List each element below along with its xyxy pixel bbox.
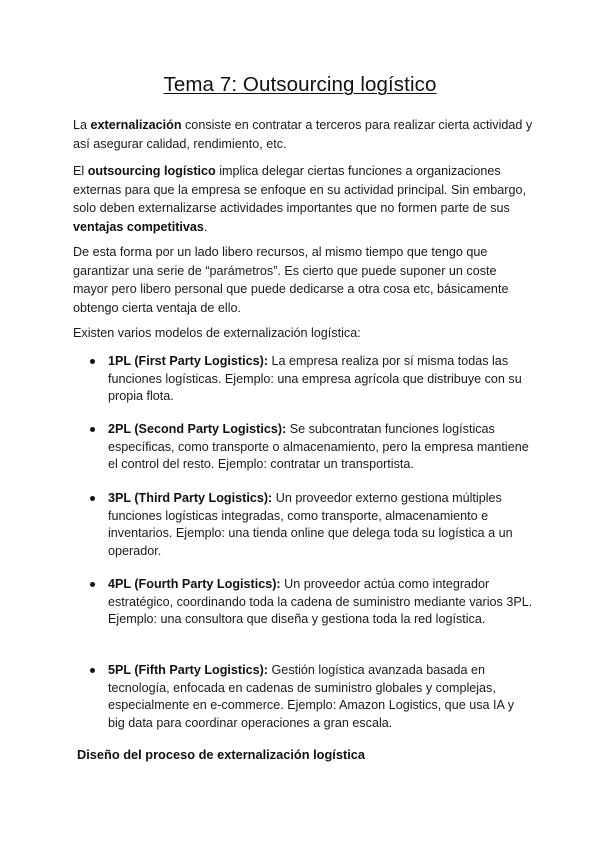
term-ventajas: ventajas competitivas <box>73 219 204 234</box>
page-title: Tema 7: Outsourcing logístico <box>163 73 437 96</box>
paragraph-modelos-intro: Existen varios modelos de externalización logística: <box>73 326 361 340</box>
list-item-5pl: 5PL (Fifth Party Logistics): Gestión logística avanzada basada en tecnología, enfocada en cadenas de suministro globales y complejas, especialmente en e-commerce. Ejemplo: Amazon Logistics, que usa IA y big data para coordinar operaciones a gran escala. <box>88 662 534 732</box>
list-item-4pl: 4PL (Fourth Party Logistics): Un proveedor actúa como integrador estratégico, coordinando toda la cadena de suministro mediante varios 3PL. Ejemplo: una consultora que diseña y gestiona toda la red logística. <box>88 576 534 629</box>
bullet-icon <box>90 359 95 364</box>
term-externalizacion: externalización <box>90 118 182 132</box>
list-item-1pl: 1PL (First Party Logistics): La empresa realiza por sí misma todas las funciones logísticas. Ejemplo: una empresa agrícola que distribuye con su propia flota. <box>88 353 534 406</box>
paragraph-externalizacion: La externalización consiste en contratar a terceros para realizar cierta actividad y así asegurar calidad, rendimiento, etc. <box>73 118 533 151</box>
paragraph-outsourcing: El outsourcing logístico implica delegar ciertas funciones a organizaciones externas para que la empresa se enfoque en su actividad principal. Sin embargo, solo deben externalizarse actividades importantes que no formen parte de sus ventajas competitivas. <box>73 164 526 234</box>
list-item-2pl: 2PL (Second Party Logistics): Se subcontratan funciones logísticas específicas, como transporte o almacenamiento, pero la empresa mantiene el control del resto. Ejemplo: contratar un transportista. <box>88 421 534 474</box>
list-item-3pl: 3PL (Third Party Logistics): Un proveedor externo gestiona múltiples funciones logísticas integradas, como transporte, almacenamiento e inventarios. Ejemplo: una tienda online que delega toda su logística a un operador. <box>88 490 534 560</box>
term-outsourcing: outsourcing logístico <box>87 164 216 178</box>
bullet-icon <box>90 496 95 501</box>
bullet-icon <box>90 427 95 432</box>
bullet-icon <box>90 582 95 587</box>
bullet-icon <box>90 668 95 673</box>
section-heading-diseno: Diseño del proceso de externalización logística <box>77 747 366 762</box>
paragraph-recursos: De esta forma por un lado libero recursos, al mismo tiempo que tengo que garantizar una serie de “parámetros”. Es cierto que puede suponer un coste mayor pero libero personal que puede dedicarse a otra cosa etc, básicamente obtengo cierta ventaja de ello. <box>73 245 509 315</box>
